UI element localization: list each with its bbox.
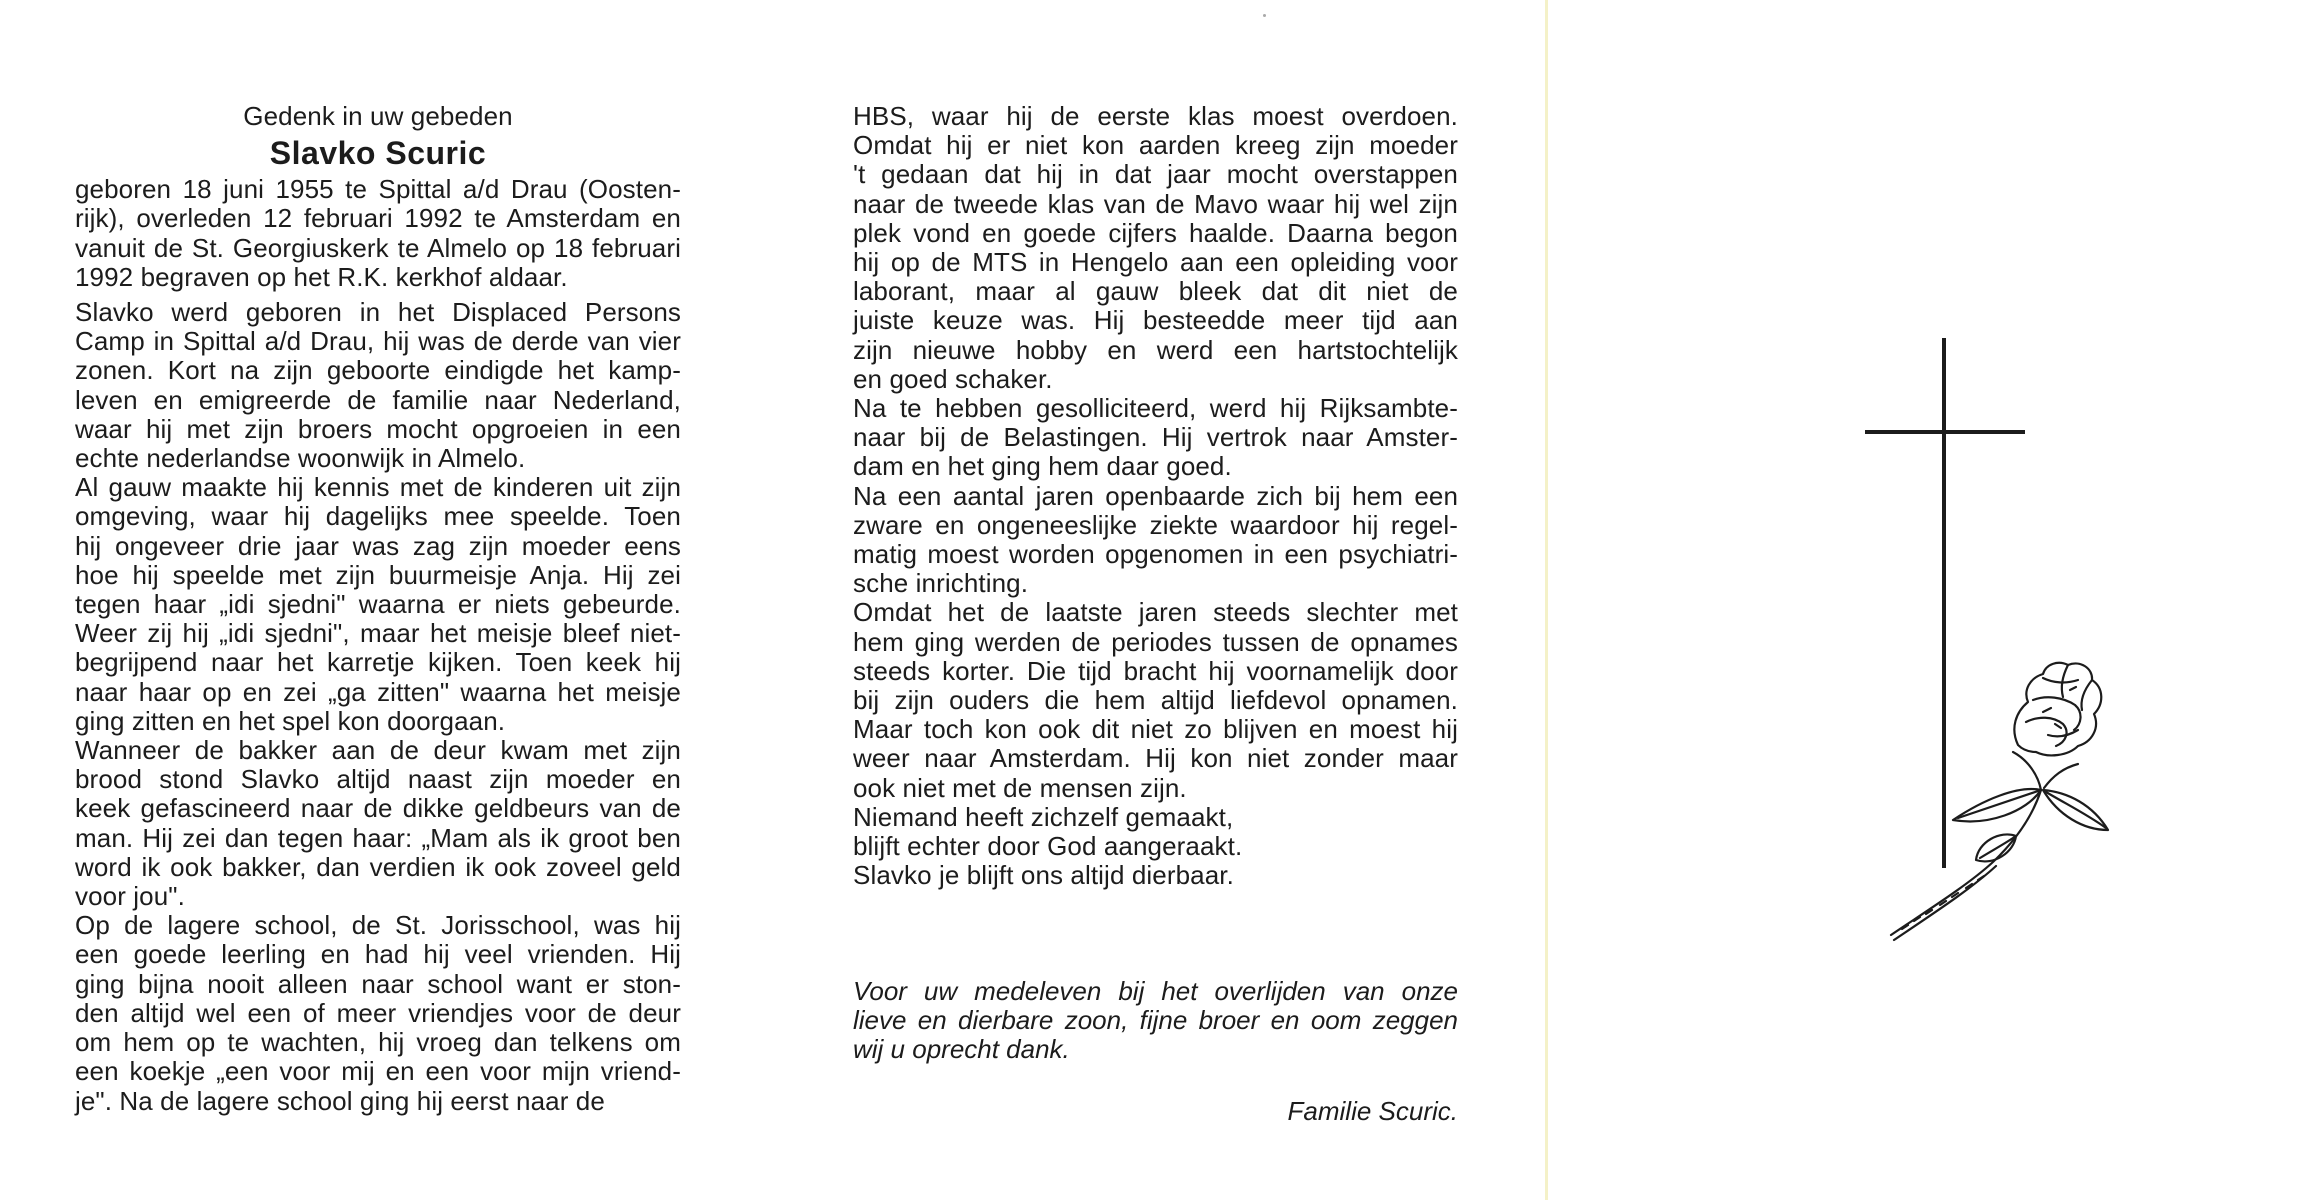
- text-line: den altijd wel een of meer vriendjes voor de deur: [75, 997, 681, 1028]
- text-line: een goede leerling en had hij veel vrienden. Hij: [75, 939, 681, 970]
- text-line: Slavko werd geboren in het Displaced Persons: [75, 297, 681, 328]
- thanks-line: wij u oprecht dank.: [853, 1034, 1070, 1065]
- text-line: een koekje „een voor mij en een voor mijn vriend-: [75, 1056, 681, 1087]
- text-line: Omdat het de laatste jaren steeds slechter met: [853, 597, 1458, 628]
- thanks-line: Voor uw medeleven bij het overlijden van onze: [853, 976, 1458, 1006]
- text-line: leven en emigreerde de familie naar Nederland,: [75, 384, 681, 415]
- left-text: [75, 175, 681, 1116]
- text-line: Omdat hij er niet kon aarden kreeg zijn moeder: [853, 130, 1458, 161]
- text-line: hoe hij speelde met zijn buurmeisje Anja. Hij zei: [75, 559, 681, 590]
- text-line: zonen. Kort na zijn geboorte eindigde het kamp-: [75, 355, 681, 386]
- deceased-name: Slavko Scuric: [269, 135, 487, 172]
- text-line: Slavko je blijft ons altijd dierbaar.: [853, 860, 1234, 891]
- cross-icon: [1865, 338, 2025, 868]
- text-line: ging zitten en het spel kon doorgaan.: [75, 705, 506, 736]
- text-line: Na een aantal jaren openbaarde zich bij hem een: [853, 480, 1458, 511]
- text-line: man. Hij zei dan tegen haar: „Mam als ik groot ben: [75, 822, 681, 853]
- text-line: hij op de MTS in Hengelo aan een opleiding voor: [853, 247, 1458, 278]
- text-line: naar haar op en zei „ga zitten" waarna het meisje: [75, 676, 681, 707]
- text-line: steeds korter. Die tijd bracht hij voornamelijk door: [853, 655, 1458, 686]
- text-line: Maar toch kon ook dit niet zo blijven en moest hij: [853, 714, 1458, 745]
- text-line: Wanneer de bakker aan de deur kwam met zijn: [75, 735, 681, 766]
- text-line: HBS, waar hij de eerste klas moest overdoen.: [853, 101, 1458, 131]
- text-line: laborant, maar al gauw bleek dat dit niet de: [853, 276, 1458, 307]
- text-line: rijk), overleden 12 februari 1992 te Amsterdam en: [75, 203, 681, 234]
- text-line: waar hij met zijn broers mocht opgroeien in een: [75, 413, 681, 444]
- card-image-panel: [1545, 0, 2315, 1200]
- text-line: bij zijn ouders die hem altijd liefdevol opnamen.: [853, 685, 1458, 716]
- text-line: ging bijna nooit alleen naar school want er ston-: [75, 968, 681, 999]
- text-line: Op de lagere school, de St. Jorisschool, was hij: [75, 910, 681, 941]
- text-line: word ik ook bakker, dan verdien ik ook zoveel geld: [75, 851, 681, 882]
- text-line: hij ongeveer drie jaar was zag zijn moeder eens: [75, 530, 681, 561]
- text-line: geboren 18 juni 1955 te Spittal a/d Drau (Oosten-: [75, 174, 681, 205]
- rose-icon: [1891, 663, 2108, 940]
- text-line: matig moest worden opgenomen in een psychiatri-: [853, 539, 1458, 570]
- left-column: [75, 102, 681, 1116]
- text-line: zware en ongeneeslijke ziekte waardoor hij regel-: [853, 509, 1458, 540]
- text-line: tegen haar „idi sjedni" waarna er niets gebeurde.: [75, 589, 681, 620]
- text-line: je". Na de lagere school ging hij eerst naar de: [75, 1085, 605, 1116]
- text-line: hem ging werden de periodes tussen de opnames: [853, 626, 1458, 657]
- thanks-note: [853, 977, 1458, 1065]
- text-line: plek vond en goede cijfers haalde. Daarna begon: [853, 217, 1458, 248]
- cross-and-rose: [1548, 0, 2315, 1200]
- pray-heading: Gedenk in uw gebeden: [243, 101, 513, 131]
- text-line: Niemand heeft zichzelf gemaakt,: [853, 801, 1234, 832]
- thanks-text: [853, 977, 1458, 1065]
- text-line: begrijpend naar het karretje kijken. Toen keek hij: [75, 647, 681, 678]
- text-line: en goed schaker.: [853, 363, 1053, 394]
- text-line: omgeving, waar hij dagelijks mee speelde. Toen: [75, 501, 681, 532]
- text-line: ook niet met de mensen zijn.: [853, 772, 1187, 803]
- text-line: om hem op te wachten, hij vroeg dan telkens om: [75, 1027, 681, 1058]
- text-line: zijn nieuwe hobby en werd een hartstochtelijk: [853, 334, 1458, 365]
- text-line: sche inrichting.: [853, 568, 1029, 599]
- thanks-line: lieve en dierbare zoon, fijne broer en oom zeggen: [853, 1005, 1458, 1036]
- text-line: 't gedaan dat hij in dat jaar mocht overstappen: [853, 159, 1458, 190]
- middle-text: [853, 102, 1458, 890]
- text-line: vanuit de St. Georgiuskerk te Almelo op 18 februari: [75, 232, 681, 263]
- middle-column: [853, 102, 1458, 890]
- text-line: naar de tweede klas van de Mavo waar hij wel zijn: [853, 188, 1458, 219]
- text-line: Na te hebben gesolliciteerd, werd hij Rijksambte-: [853, 393, 1458, 424]
- text-line: Camp in Spittal a/d Drau, hij was de derde van vier: [75, 326, 681, 357]
- text-line: Weer zij hij „idi sjedni", maar het meisje bleef niet-: [75, 618, 681, 649]
- text-line: 1992 begraven op het R.K. kerkhof aldaar.: [75, 261, 568, 292]
- text-line: juiste keuze was. Hij besteedde meer tijd aan: [853, 305, 1458, 336]
- text-line: naar bij de Belastingen. Hij vertrok naar Amster-: [853, 422, 1458, 453]
- family-signature: Familie Scuric.: [1287, 1096, 1458, 1126]
- text-line: dam en het ging hem daar goed.: [853, 451, 1232, 482]
- text-line: keek gefascineerd naar de dikke geldbeurs van de: [75, 793, 681, 824]
- text-line: brood stond Slavko altijd naast zijn moeder en: [75, 764, 681, 795]
- speck: [1263, 14, 1266, 17]
- text-line: Al gauw maakte hij kennis met de kinderen uit zijn: [75, 472, 681, 503]
- text-line: weer naar Amsterdam. Hij kon niet zonder maar: [853, 743, 1458, 774]
- text-line: blijft echter door God aangeraakt.: [853, 831, 1243, 862]
- text-line: voor jou".: [75, 881, 185, 912]
- text-line: echte nederlandse woonwijk in Almelo.: [75, 443, 526, 474]
